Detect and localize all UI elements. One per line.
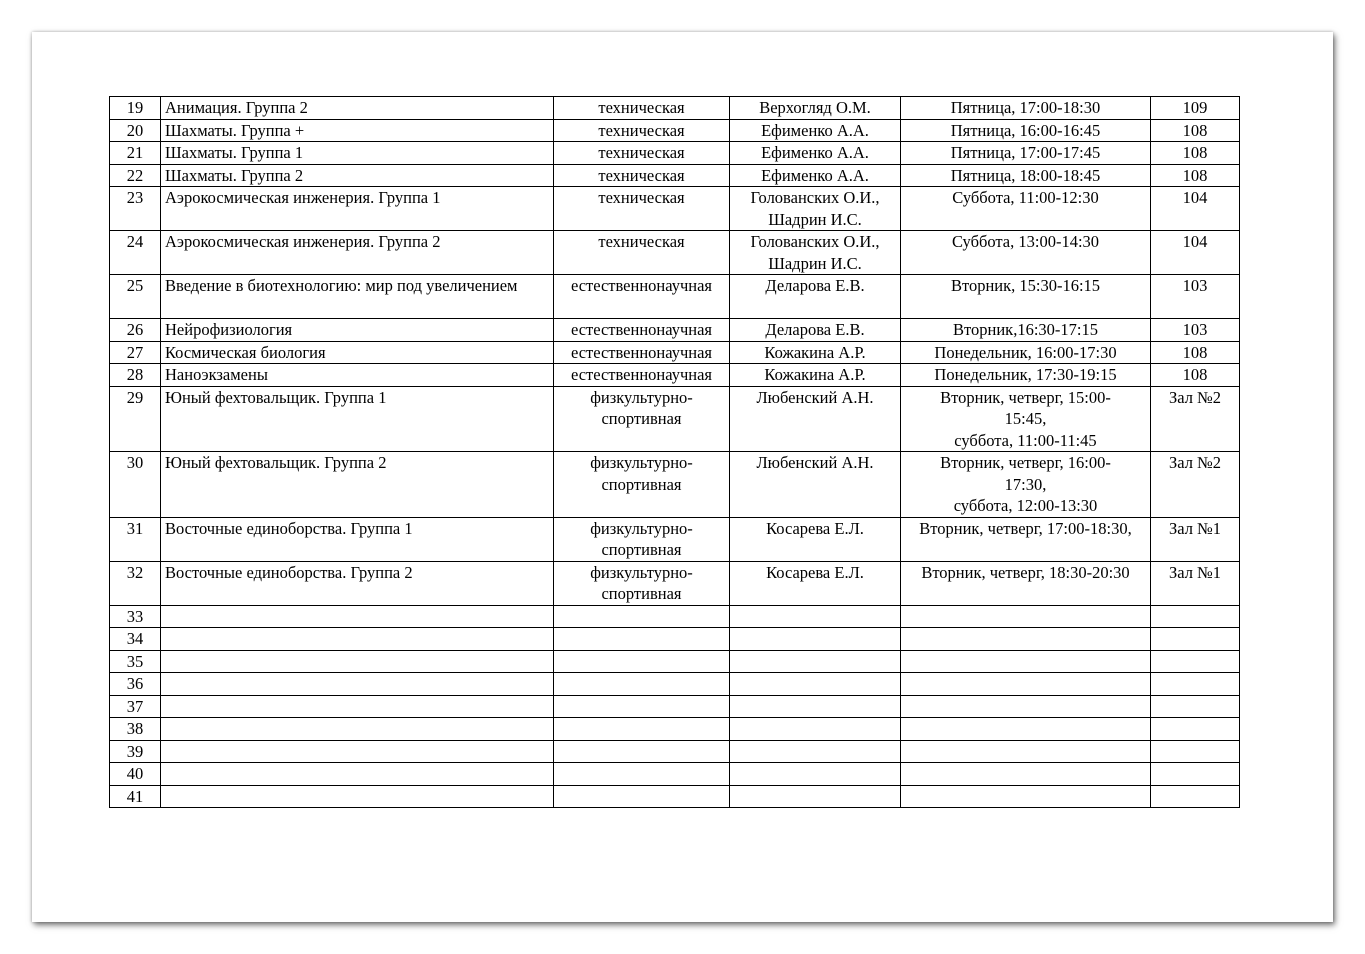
- teacher-name: Деларова Е.В.: [730, 319, 901, 342]
- table-row: [110, 341, 1240, 364]
- empty-cell: [901, 718, 1151, 741]
- table-row: [110, 142, 1240, 165]
- teacher-name: Косарева Е.Л.: [730, 517, 901, 561]
- row-number: 37: [110, 695, 161, 718]
- row-number: 41: [110, 785, 161, 808]
- row-number: 22: [110, 164, 161, 187]
- empty-cell: [730, 673, 901, 696]
- schedule-time: Вторник,16:30-17:15: [901, 319, 1151, 342]
- course-name: Введение в биотехнологию: мир под увеличением: [161, 275, 554, 319]
- course-name: Шахматы. Группа +: [161, 119, 554, 142]
- empty-cell: [1151, 718, 1240, 741]
- empty-cell: [1151, 740, 1240, 763]
- room-number: 103: [1151, 319, 1240, 342]
- table-row: [110, 650, 1240, 673]
- empty-cell: [554, 673, 730, 696]
- table-row: [110, 164, 1240, 187]
- empty-cell: [730, 628, 901, 651]
- teacher-name: Кожакина А.Р.: [730, 364, 901, 387]
- schedule-time: Вторник, четверг, 18:30-20:30: [901, 561, 1151, 605]
- room-number: Зал №2: [1151, 452, 1240, 518]
- course-direction: естественнонаучная: [554, 341, 730, 364]
- empty-cell: [730, 695, 901, 718]
- empty-cell: [161, 673, 554, 696]
- row-number: 29: [110, 386, 161, 452]
- course-direction: техническая: [554, 164, 730, 187]
- room-number: 108: [1151, 164, 1240, 187]
- row-number: 32: [110, 561, 161, 605]
- empty-cell: [554, 718, 730, 741]
- room-number: 109: [1151, 97, 1240, 120]
- schedule-time: Суббота, 13:00-14:30: [901, 231, 1151, 275]
- course-direction: техническая: [554, 119, 730, 142]
- course-name: Шахматы. Группа 2: [161, 164, 554, 187]
- room-number: Зал №2: [1151, 386, 1240, 452]
- empty-cell: [554, 605, 730, 628]
- room-number: 104: [1151, 187, 1240, 231]
- empty-cell: [554, 785, 730, 808]
- course-direction: физкультурно-спортивная: [554, 561, 730, 605]
- empty-cell: [901, 763, 1151, 786]
- teacher-name: Голованских О.И., Шадрин И.С.: [730, 231, 901, 275]
- empty-cell: [554, 763, 730, 786]
- empty-cell: [1151, 605, 1240, 628]
- table-row: [110, 673, 1240, 696]
- table-row: [110, 628, 1240, 651]
- schedule-table: [109, 96, 1240, 808]
- empty-cell: [1151, 785, 1240, 808]
- course-direction: физкультурно-спортивная: [554, 386, 730, 452]
- schedule-time: Пятница, 17:00-18:30: [901, 97, 1151, 120]
- schedule-time-line: Вторник, четверг, 15:00-: [940, 387, 1111, 407]
- room-number: Зал №1: [1151, 561, 1240, 605]
- course-direction: техническая: [554, 97, 730, 120]
- empty-cell: [1151, 763, 1240, 786]
- row-number: 35: [110, 650, 161, 673]
- row-number: 31: [110, 517, 161, 561]
- course-name: Восточные единоборства. Группа 2: [161, 561, 554, 605]
- table-row: [110, 231, 1240, 275]
- row-number: 33: [110, 605, 161, 628]
- table-row: [110, 364, 1240, 387]
- schedule-time: Суббота, 11:00-12:30: [901, 187, 1151, 231]
- empty-cell: [730, 650, 901, 673]
- teacher-name: Ефименко А.А.: [730, 119, 901, 142]
- teacher-name: Любенский А.Н.: [730, 386, 901, 452]
- course-direction: физкультурно-спортивная: [554, 517, 730, 561]
- empty-cell: [901, 740, 1151, 763]
- teacher-name: Любенский А.Н.: [730, 452, 901, 518]
- row-number: 39: [110, 740, 161, 763]
- empty-cell: [161, 785, 554, 808]
- table-row: [110, 763, 1240, 786]
- schedule-time: Понедельник, 17:30-19:15: [901, 364, 1151, 387]
- row-number: 27: [110, 341, 161, 364]
- schedule-time-line: суббота, 11:00-11:45: [954, 430, 1097, 450]
- table-row: [110, 97, 1240, 120]
- course-name: Юный фехтовальщик. Группа 2: [161, 452, 554, 518]
- teacher-name: Кожакина А.Р.: [730, 341, 901, 364]
- schedule-time: Вторник, 15:30-16:15: [901, 275, 1151, 319]
- schedule-time: Пятница, 17:00-17:45: [901, 142, 1151, 165]
- room-number: 103: [1151, 275, 1240, 319]
- document-page: [32, 32, 1333, 922]
- row-number: 28: [110, 364, 161, 387]
- empty-cell: [161, 695, 554, 718]
- row-number: 19: [110, 97, 161, 120]
- table-row: [110, 452, 1240, 518]
- table-row: [110, 517, 1240, 561]
- room-number: 108: [1151, 119, 1240, 142]
- empty-cell: [554, 740, 730, 763]
- empty-cell: [730, 718, 901, 741]
- course-direction: естественнонаучная: [554, 364, 730, 387]
- table-row: [110, 785, 1240, 808]
- course-direction: техническая: [554, 187, 730, 231]
- schedule-time-line: Вторник, четверг, 16:00-: [940, 453, 1111, 472]
- table-row: [110, 695, 1240, 718]
- course-name: Аэрокосмическая инженерия. Группа 1: [161, 187, 554, 231]
- table-row: [110, 386, 1240, 452]
- course-name: Анимация. Группа 2: [161, 97, 554, 120]
- course-direction: техническая: [554, 231, 730, 275]
- empty-cell: [901, 695, 1151, 718]
- empty-cell: [554, 695, 730, 718]
- empty-cell: [161, 605, 554, 628]
- table-row: [110, 718, 1240, 741]
- empty-cell: [730, 763, 901, 786]
- room-number: 104: [1151, 231, 1240, 275]
- schedule-time: [901, 386, 1151, 452]
- teacher-name: Деларова Е.В.: [730, 275, 901, 319]
- room-number: Зал №1: [1151, 517, 1240, 561]
- course-name: Наноэкзамены: [161, 364, 554, 387]
- room-number: 108: [1151, 364, 1240, 387]
- empty-cell: [1151, 650, 1240, 673]
- course-direction: физкультурно-спортивная: [554, 452, 730, 518]
- empty-cell: [554, 650, 730, 673]
- row-number: 36: [110, 673, 161, 696]
- row-number: 24: [110, 231, 161, 275]
- teacher-name: Верхогляд О.М.: [730, 97, 901, 120]
- empty-cell: [161, 650, 554, 673]
- row-number: 20: [110, 119, 161, 142]
- room-number: 108: [1151, 142, 1240, 165]
- row-number: 40: [110, 763, 161, 786]
- table-row: [110, 119, 1240, 142]
- row-number: 38: [110, 718, 161, 741]
- course-name: Восточные единоборства. Группа 1: [161, 517, 554, 561]
- schedule-time: Понедельник, 16:00-17:30: [901, 341, 1151, 364]
- teacher-name: Косарева Е.Л.: [730, 561, 901, 605]
- empty-cell: [730, 605, 901, 628]
- table-row: [110, 319, 1240, 342]
- course-direction: техническая: [554, 142, 730, 165]
- empty-cell: [554, 628, 730, 651]
- table-row: [110, 605, 1240, 628]
- course-name: Нейрофизиология: [161, 319, 554, 342]
- course-name: Космическая биология: [161, 341, 554, 364]
- course-direction: естественнонаучная: [554, 319, 730, 342]
- empty-cell: [161, 763, 554, 786]
- empty-cell: [1151, 695, 1240, 718]
- row-number: 34: [110, 628, 161, 651]
- empty-cell: [161, 628, 554, 651]
- empty-cell: [901, 628, 1151, 651]
- table-row: [110, 187, 1240, 231]
- row-number: 26: [110, 319, 161, 342]
- empty-cell: [901, 650, 1151, 673]
- row-number: 21: [110, 142, 161, 165]
- table-row: [110, 275, 1240, 319]
- empty-cell: [730, 740, 901, 763]
- course-name: Юный фехтовальщик. Группа 1: [161, 386, 554, 452]
- room-number: 108: [1151, 341, 1240, 364]
- row-number: 30: [110, 452, 161, 518]
- course-name: Аэрокосмическая инженерия. Группа 2: [161, 231, 554, 275]
- schedule-time: Пятница, 18:00-18:45: [901, 164, 1151, 187]
- teacher-name: Голованских О.И., Шадрин И.С.: [730, 187, 901, 231]
- teacher-name: Ефименко А.А.: [730, 164, 901, 187]
- empty-cell: [161, 740, 554, 763]
- schedule-time-line: суббота, 12:00-13:30: [953, 496, 1098, 515]
- schedule-time: [901, 452, 1151, 518]
- empty-cell: [901, 605, 1151, 628]
- course-direction: естественнонаучная: [554, 275, 730, 319]
- schedule-time: Вторник, четверг, 17:00-18:30,: [901, 517, 1151, 561]
- empty-cell: [161, 718, 554, 741]
- schedule-time: Пятница, 16:00-16:45: [901, 119, 1151, 142]
- row-number: 25: [110, 275, 161, 319]
- row-number: 23: [110, 187, 161, 231]
- empty-cell: [901, 673, 1151, 696]
- schedule-time-line: 15:45,: [1004, 409, 1047, 428]
- course-name: Шахматы. Группа 1: [161, 142, 554, 165]
- table-row: [110, 561, 1240, 605]
- empty-cell: [901, 785, 1151, 808]
- teacher-name: Ефименко А.А.: [730, 142, 901, 165]
- empty-cell: [730, 785, 901, 808]
- empty-cell: [1151, 628, 1240, 651]
- schedule-time-line: 17:30,: [1004, 474, 1047, 494]
- table-row: [110, 740, 1240, 763]
- empty-cell: [1151, 673, 1240, 696]
